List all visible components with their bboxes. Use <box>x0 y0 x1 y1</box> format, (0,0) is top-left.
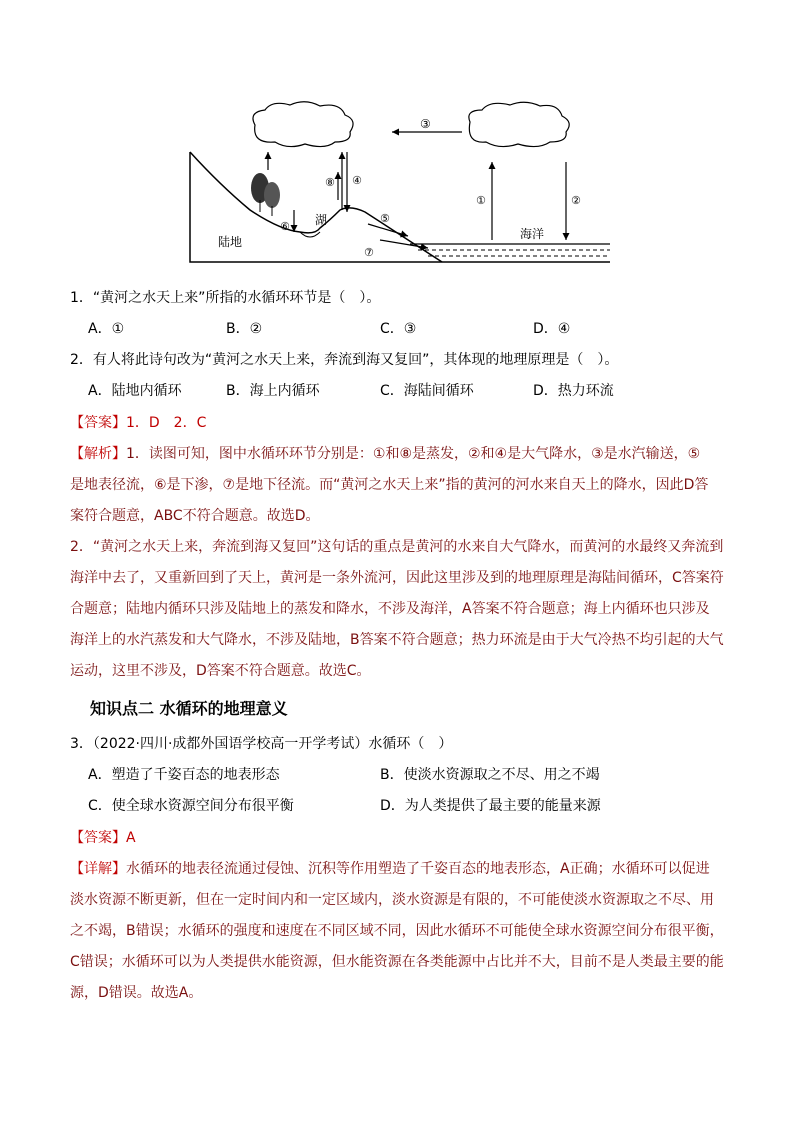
answer3-text: A <box>126 830 136 846</box>
label-arrow-4: ④ <box>352 174 362 187</box>
label-ocean: 海洋 <box>520 227 545 241</box>
q1-option-d: D．④ <box>533 321 571 337</box>
q1-stem: 1．“黄河之水天上来”所指的水循环环节是（ ）。 <box>70 290 381 306</box>
label-arrow-8: ⑧ <box>325 176 335 189</box>
q2-option-d: D．热力环流 <box>533 383 614 399</box>
label-arrow-5: ⑤ <box>380 212 390 225</box>
cloud-left <box>253 102 353 147</box>
q2-stem: 2．有人将此诗句改为“黄河之水天上来，奔流到海又复回”，其体现的地理原理是（ ）。 <box>70 352 619 368</box>
answer-text: 1．D 2．C <box>126 415 207 431</box>
q1-option-c: C．③ <box>380 321 417 337</box>
section-heading: 知识点二 水循环的地理意义 <box>90 699 288 718</box>
analysis-line-4: 2．“黄河之水天上来，奔流到海又复回”这句话的重点是黄河的水来自大气降水，而黄河的水最终又奔流到 <box>70 539 724 555</box>
q2-option-c: C．海陆间循环 <box>380 383 474 399</box>
analysis-tag: 【解析】 <box>70 446 126 462</box>
q3-option-b: B．使淡水资源取之不尽、用之不竭 <box>380 767 600 783</box>
detail-line-5: 源，D错误。故选A。 <box>70 985 203 1001</box>
label-land: 陆地 <box>218 235 243 249</box>
analysis-line-6: 合题意；陆地内循环只涉及陆地上的蒸发和降水，不涉及海洋，A答案不符合题意；海上内循环也只涉及 <box>70 601 710 617</box>
detail-tag: 【详解】 <box>70 861 126 877</box>
detail-line-1 <box>70 859 730 879</box>
answer-12 <box>70 413 206 433</box>
q1-option-b: B．② <box>226 321 263 337</box>
q3-option-d: D．为人类提供了最主要的能量来源 <box>380 798 601 814</box>
label-arrow-7: ⑦ <box>364 246 374 259</box>
analysis-line-1 <box>70 444 730 464</box>
tree-icon <box>251 173 280 216</box>
analysis-line-7: 海洋上的水汽蒸发和大气降水，不涉及陆地，B答案不符合题意；热力环流是由于大气冷热不均引起的大气 <box>70 632 724 648</box>
label-arrow-2: ② <box>571 194 581 207</box>
detail-text: 水循环的地表径流通过侵蚀、沉积等作用塑造了千姿百态的地表形态，A正确；水循环可以促进 <box>126 861 710 877</box>
q3-stem: 3．（2022·四川·成都外国语学校高一开学考试）水循环（ ） <box>70 736 453 752</box>
answer-3 <box>70 828 136 848</box>
analysis-line-2: 是地表径流，⑥是下渗，⑦是地下径流。而“黄河之水天上来”指的黄河的河水来自天上的降水，因此D答 <box>70 477 709 493</box>
analysis-line-3: 案符合题意，ABC不符合题意。故选D。 <box>70 508 320 524</box>
label-arrow-1: ① <box>476 194 486 207</box>
diagram-frame <box>190 152 610 262</box>
q3-option-a: A．塑造了千姿百态的地表形态 <box>88 767 280 783</box>
detail-line-3: 之不竭，B错误；水循环的强度和速度在不同区域不同，因此水循环不可能使全球水资源空间分布很平衡， <box>70 923 724 939</box>
q1-option-a: A．① <box>88 321 125 337</box>
answer-tag: 【答案】 <box>70 415 126 431</box>
label-lake: 湖 <box>315 213 328 227</box>
q2-option-b: B．海上内循环 <box>226 383 320 399</box>
analysis-line-8: 运动，这里不涉及，D答案不符合题意。故选C。 <box>70 663 371 679</box>
detail-line-4: C错误；水循环可以为人类提供水能资源，但水能资源在各类能源中占比并不大，目前不是人类最主要的能 <box>70 954 724 970</box>
detail-line-2: 淡水资源不断更新，但在一定时间内和一定区域内，淡水资源是有限的，不可能使淡水资源取之不尽、用 <box>70 892 714 908</box>
analysis-line-5: 海洋中去了，又重新回到了天上，黄河是一条外流河，因此这里涉及到的地理原理是海陆间循环，C答案符 <box>70 570 724 586</box>
water-cycle-diagram <box>180 100 620 270</box>
q3-option-c: C．使全球水资源空间分布很平衡 <box>88 798 294 814</box>
cloud-right <box>469 102 569 146</box>
answer3-tag: 【答案】 <box>70 830 126 846</box>
label-arrow-3: ③ <box>420 117 431 131</box>
analysis-text: 1．读图可知，图中水循环环节分别是：①和⑧是蒸发，②和④是大气降水，③是水汽输送，⑤ <box>126 446 701 462</box>
q2-option-a: A．陆地内循环 <box>88 383 182 399</box>
label-arrow-6: ⑥ <box>280 220 290 233</box>
arrow-5 <box>368 224 408 236</box>
